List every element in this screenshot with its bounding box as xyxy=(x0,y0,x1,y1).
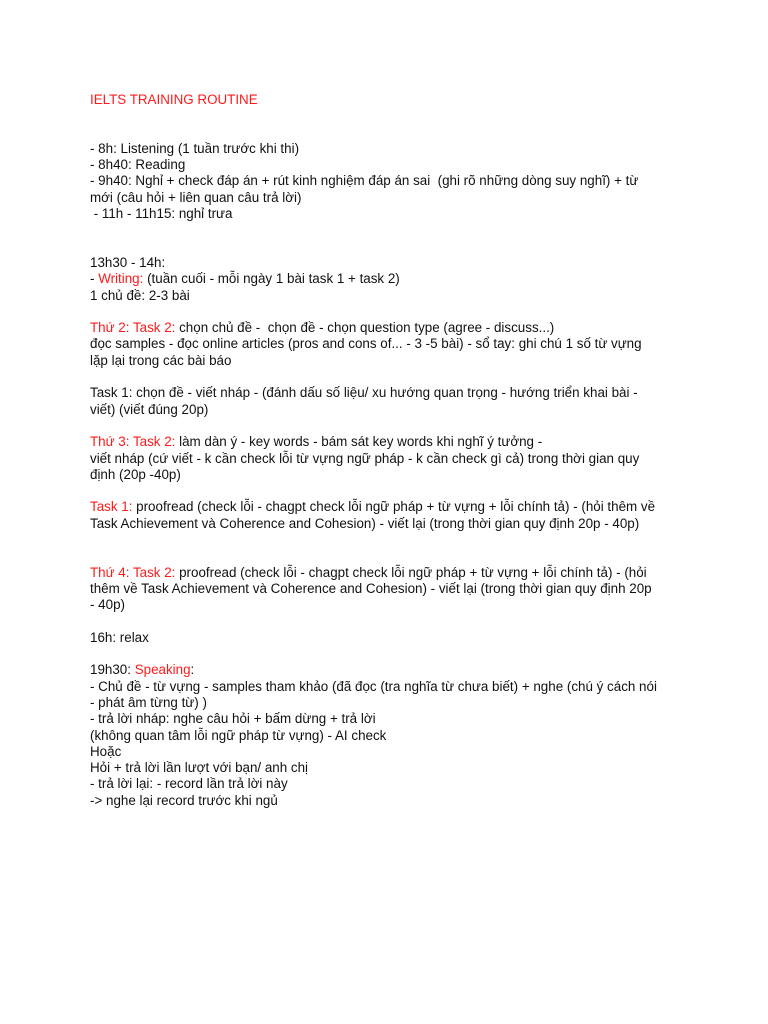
spacer xyxy=(90,646,690,662)
speaking-line xyxy=(90,662,690,678)
speaking-line-6: Hoặc xyxy=(90,743,122,759)
speaking-line-7: Hỏi + trả lời lần lượt với bạn/ anh chị xyxy=(90,760,309,776)
spacer xyxy=(90,532,690,548)
speaking-line-2: - Chủ đề - từ vựng - samples tham khảo (đã đọc (tra nghĩa từ chưa biết) + nghe (chú ý cách nói xyxy=(90,678,657,694)
morning-reading-line: - 8h40: Reading xyxy=(90,157,186,173)
thu2-text: chọn chủ đề - chọn đề - chọn question type (agree - discuss...) xyxy=(175,320,555,336)
task1-red-text: proofread (check lỗi - chagpt check lỗi ngữ pháp + từ vựng + lỗi chính tả) - (hỏi thêm về xyxy=(132,499,656,515)
afternoon-time-line: 13h30 - 14h: xyxy=(90,254,166,270)
task1-plain-line: Task 1: chọn đề - viết nháp - (đánh dấu số liệu/ xu hướng quan trọng - hướng triển khai bài - xyxy=(90,385,638,401)
speaking-line-9: -> nghe lại record trước khi ngủ xyxy=(90,792,278,808)
spacer xyxy=(90,222,690,238)
thu2-label: Thứ 2: Task 2: xyxy=(90,320,176,336)
document-title: IELTS TRAINING ROUTINE xyxy=(90,92,258,107)
thu4-line-3: - 40p) xyxy=(90,597,125,613)
morning-listening-line: - 8h: Listening (1 tuần trước khi thi) xyxy=(90,140,300,156)
task1-plain-line-2: viết) (viết đúng 20p) xyxy=(90,401,209,417)
thu4-text: proofread (check lỗi - chagpt check lỗi ngữ pháp + từ vựng + lỗi chính tả) - (hỏi xyxy=(175,564,647,580)
topics-line: 1 chủ đề: 2-3 bài xyxy=(90,287,190,303)
speaking-line-5: (không quan tâm lỗi ngữ pháp từ vựng) - AI check xyxy=(90,727,387,743)
spacer xyxy=(90,418,690,434)
speaking-line-8: - trả lời lại: - record lần trả lời này xyxy=(90,776,288,792)
thu4-line xyxy=(90,565,690,581)
writing-line xyxy=(90,271,690,287)
morning-review-line-cont: mới (câu hỏi + liên quan câu trả lời) xyxy=(90,189,302,205)
morning-review-line: - 9h40: Nghỉ + check đáp án + rút kinh nghiệm đáp án sai (ghi rõ những dòng suy nghĩ) + từ xyxy=(90,173,639,189)
thu4-label: Thứ 4: Task 2: xyxy=(90,564,176,580)
spacer xyxy=(90,239,690,255)
thu3-line-3: định (20p -40p) xyxy=(90,466,181,482)
thu3-line xyxy=(90,434,690,450)
thu3-text: làm dàn ý - key words - bám sát key words khi nghĩ ý tưởng - xyxy=(175,434,543,450)
thu2-line-3: lặp lại trong các bài báo xyxy=(90,352,232,368)
spacer xyxy=(90,369,690,385)
thu4-line-2: thêm về Task Achievement và Coherence and Cohesion) - viết lại (trong thời gian quy định 20p xyxy=(90,580,652,596)
thu2-line xyxy=(90,320,690,336)
task1-red-line xyxy=(90,499,690,515)
spacer xyxy=(90,108,690,124)
relax-line: 16h: relax xyxy=(90,629,149,645)
spacer xyxy=(90,614,690,630)
thu2-line-2: đọc samples - đọc online articles (pros and cons of... - 3 -5 bài) - sổ tay: ghi chú 1 số từ vựng xyxy=(90,336,642,352)
document-body xyxy=(90,92,690,809)
speaking-colon: : xyxy=(190,662,195,678)
evening-time: 19h30: xyxy=(90,662,135,678)
speaking-line-3: - phát âm từng từ) ) xyxy=(90,694,207,710)
spacer xyxy=(90,304,690,320)
spacer xyxy=(90,125,690,141)
thu3-label: Thứ 3: Task 2: xyxy=(90,434,176,450)
thu3-line-2: viết nháp (cứ viết - k cần check lỗi từ vựng ngữ pháp - k cần check gì cả) trong thời gian quy xyxy=(90,450,640,466)
task1-red-label: Task 1: xyxy=(90,499,133,515)
writing-prefix: - xyxy=(90,271,99,287)
speaking-line-4: - trả lời nháp: nghe câu hỏi + bấm dừng + trả lời xyxy=(90,711,376,727)
writing-label: Writing: xyxy=(98,271,144,287)
writing-text: (tuần cuối - mỗi ngày 1 bài task 1 + task 2) xyxy=(143,271,400,287)
spacer xyxy=(90,548,690,564)
task1-red-line-2: Task Achievement và Coherence and Cohesion) - viết lại (trong thời gian quy định 20p - 40p) xyxy=(90,515,640,531)
speaking-label: Speaking xyxy=(134,662,191,678)
morning-lunch-line: - 11h - 11h15: nghỉ trưa xyxy=(90,206,233,222)
spacer xyxy=(90,483,690,499)
